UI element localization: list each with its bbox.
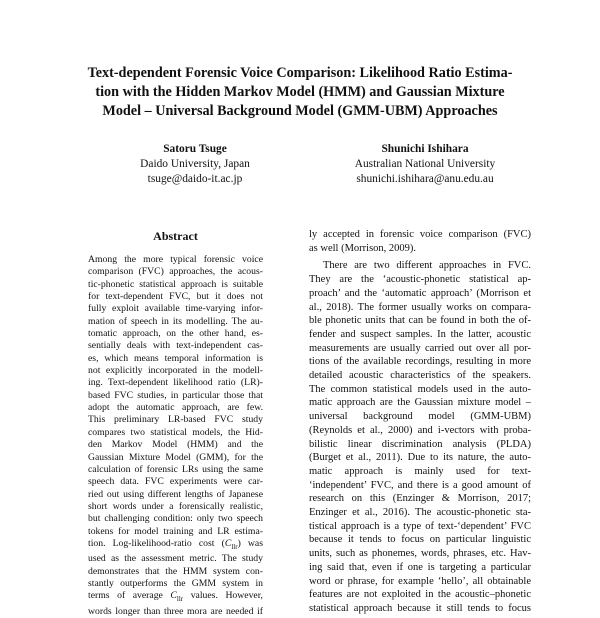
text-line: fully exploit available time-varying infor- — [88, 303, 263, 315]
text-line: tistical approach is a type of text-‘dependent’ FVC — [309, 520, 531, 532]
text-line: tomatic approach, on the other hand, es- — [88, 328, 263, 340]
text-line: calculation of forensic LRs using the same — [88, 463, 263, 475]
text-line: ly accepted in forensic voice comparison (FVC) — [309, 229, 531, 240]
text-line: There are two different approaches in FVC. — [323, 260, 531, 272]
text-line: comparison (FVC) approaches, the acous- — [88, 266, 263, 278]
text-line: word or phrase, for example ‘hello’, all obtainable — [309, 575, 531, 587]
text-line: ried out using different lengths of Japanese — [88, 488, 263, 500]
author-name: Satoru Tsuge — [163, 143, 227, 155]
text-line: (Reynolds et al., 2000) and i-vectors with proba- — [309, 424, 531, 436]
text-line: based FVC studies, in particular those that — [88, 389, 263, 401]
text-line: units, such as phonemes, words, phrases, etc. Hav- — [309, 548, 531, 560]
author-block-1 — [100, 142, 290, 187]
text-line: because it tends to focus on particular linguistic — [309, 534, 531, 546]
text-line: proach’ and the ‘automatic approach’ (Morrison et — [309, 287, 531, 299]
text-line: fender and suspect samples. In the latter, acoustic — [309, 328, 531, 340]
abstract-body — [88, 254, 263, 618]
author-email: tsuge@daido-it.ac.jp — [147, 173, 243, 185]
text-line: used as the assessment metric. The study — [88, 553, 263, 565]
text-line: statistical approach because it still tends to focus — [309, 602, 531, 614]
text-line: terms of average $C_{llr}$ values. However, — [88, 590, 263, 604]
text-line: ‘independent’ FVC, and there is a good amount of — [309, 479, 531, 491]
text-line: They are the ‘acoustic-phonetic statistical ap- — [309, 274, 531, 286]
paper-title — [60, 64, 540, 121]
title-line: tion with the Hidden Markov Model (HMM) and Gaussian Mixture — [95, 84, 505, 100]
text-line: not explicitly incorporated in the modell- — [88, 365, 263, 377]
text-line: ble phonetic units that can be found in both the of- — [309, 315, 531, 327]
text-line: tic-phonetic statistical approach is suitable — [88, 278, 263, 290]
author-name: Shunichi Ishihara — [381, 143, 469, 155]
text-line: mation of speech in its modelling. The au- — [88, 315, 263, 327]
text-line: matic approach are the Gaussian mixture model – — [309, 397, 531, 409]
title-line: Text-dependent Forensic Voice Comparison: Likelihood Ratio Estima- — [87, 65, 513, 81]
text-line: detailed acoustic characteristics of the speakers. — [309, 370, 531, 382]
text-line: al., 2018). The former usually works on compara- — [309, 301, 531, 313]
text-line: demonstrates that the HMM system con- — [88, 565, 263, 577]
text-line: but challenging condition: only two speech — [88, 513, 263, 525]
text-line: research on this (Enzinger & Morrison, 2017; — [309, 493, 531, 505]
text-line: sentially deals with text-independent cas- — [88, 340, 263, 352]
text-line: Gaussian Mixture Model (GMM), for the — [88, 451, 263, 463]
text-line: tokens for model training and LR estima- — [88, 525, 263, 537]
text-line: Enzinger et al., 2016). The acoustic-phonetic sta- — [309, 507, 531, 519]
text-line: Among the more typical forensic voice — [88, 254, 263, 265]
text-line: measurements are usually carried out over all por- — [309, 342, 531, 354]
text-line: features are not exploited in the acoustic–phonetic — [309, 589, 531, 601]
text-line: universal background model (GMM-UBM) — [309, 411, 531, 423]
paragraph — [309, 228, 531, 255]
text-line: compares two statistical models, the Hid- — [88, 426, 263, 438]
text-line: short words under a forensically realistic, — [88, 500, 263, 512]
text-line: (Burget et al., 2011). Due to its nature, the auto- — [309, 452, 531, 464]
author-affiliation: Daido University, Japan — [140, 158, 250, 170]
abstract-heading: Abstract — [153, 229, 198, 243]
text-line: for text-dependent FVC, but it does not — [88, 291, 263, 303]
text-line: matic approach is mainly used for text- — [309, 465, 531, 477]
text-line: stantly outperforms the GMM system in — [88, 577, 263, 589]
text-line: ing. Text-dependent likelihood ratio (LR)- — [88, 377, 263, 389]
text-line: tions of the available recordings, resulting in more — [309, 356, 531, 368]
author-affiliation: Australian National University — [354, 158, 496, 170]
text-line: ing said that, even if one is targeting a particular — [309, 561, 531, 573]
text-line: tion. Log-likelihood-ratio cost $(C_{llr})$ was — [88, 537, 263, 551]
text-line: adopt the automatic approach, are few. — [88, 402, 263, 414]
text-line: The common statistical models used in the auto- — [309, 383, 531, 395]
text-line: es, which means temporal information is — [88, 352, 263, 364]
right-column — [309, 228, 531, 616]
text-line: as well (Morrison, 2009). — [309, 242, 417, 254]
text-line: den Markov Model (HMM) and the — [88, 439, 263, 451]
author-block-2 — [325, 142, 525, 187]
author-email: shunichi.ishihara@anu.edu.au — [356, 173, 494, 185]
text-line: speech data. FVC experiments were car- — [88, 476, 263, 488]
title-line: Model – Universal Background Model (GMM-UBM) Approaches — [102, 103, 498, 119]
paragraph — [309, 259, 531, 615]
text-line: bilistic linear discrimination analysis (PLDA) — [309, 438, 531, 450]
text-line: This preliminary LR-based FVC study — [88, 414, 263, 426]
text-line: words longer than three mora are needed if — [88, 605, 263, 617]
